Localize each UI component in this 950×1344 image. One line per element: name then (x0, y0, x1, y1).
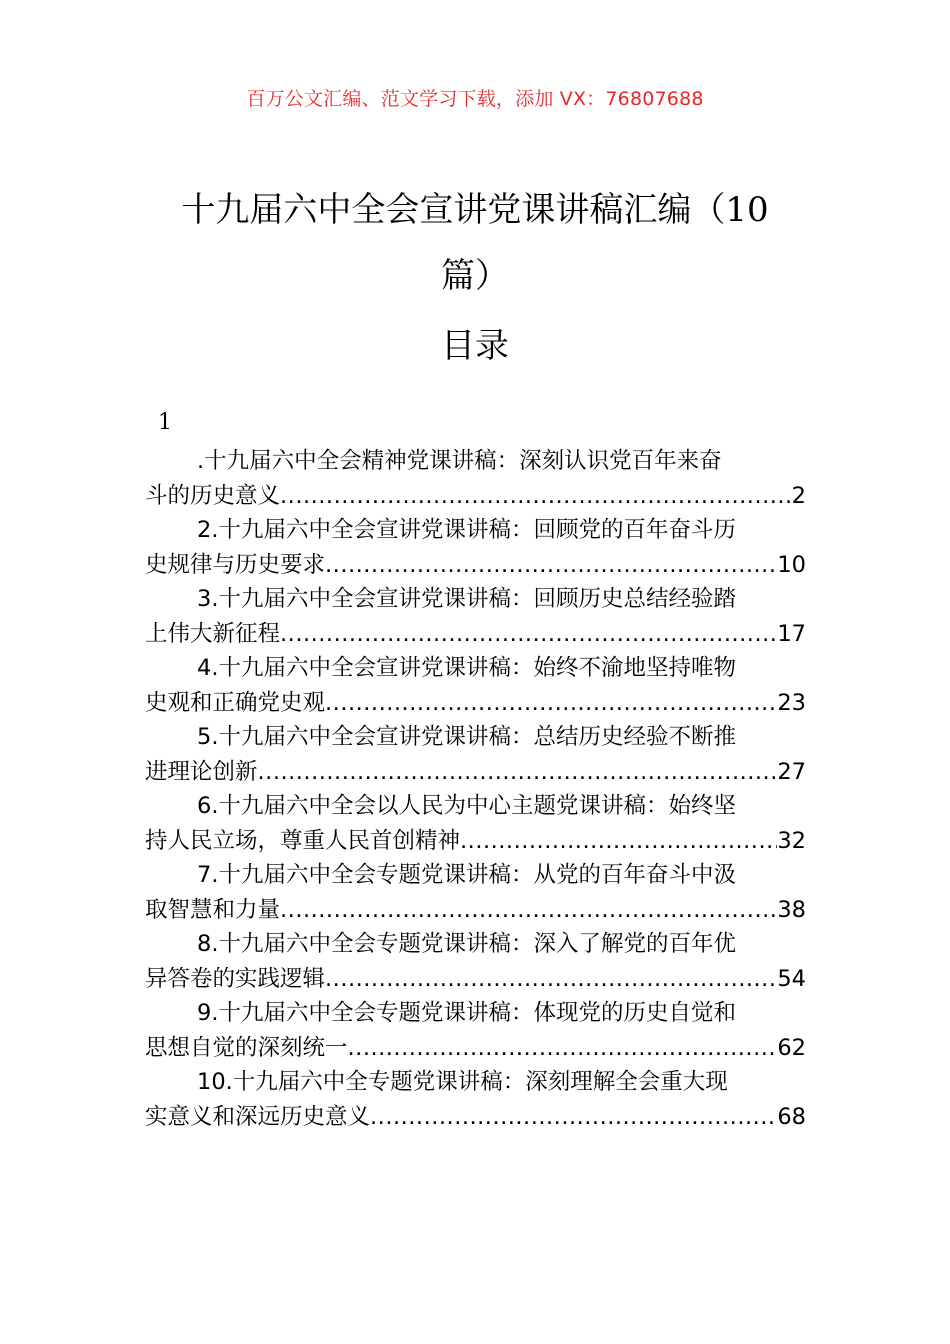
toc-entry-title: 5.十九届六中全会宣讲党课讲稿：总结历史经验不断推 (197, 724, 736, 750)
toc-entry-title-cont: 史规律与历史要求 (145, 551, 326, 578)
toc-entry-title-cont: 实意义和深远历史意义 (145, 1103, 371, 1130)
toc-entry-title: 2.十九届六中全会宣讲党课讲稿：回顾党的百年奋斗历 (197, 517, 736, 543)
toc-page-number: 54 (777, 965, 806, 992)
toc-page-number: 17 (777, 620, 806, 647)
document-title-text: 十九届六中全会宣讲党课讲稿汇编（ (181, 190, 726, 230)
toc-entry-title: 7.十九届六中全会专题党课讲稿：从党的百年奋斗中汲 (197, 862, 736, 888)
toc-entry-title-cont: 进理论创新 (145, 758, 258, 785)
document-title-count: 10 (725, 190, 769, 230)
toc-entry-title-cont: 思想自觉的深刻统一 (145, 1034, 348, 1061)
toc-entry-1[interactable] (145, 444, 806, 513)
toc-entry-10[interactable] (145, 1065, 806, 1134)
dot-leader (325, 962, 777, 997)
header-promo-note: 百万公文汇编、范文学习下载，添加 VX：76807688 (246, 88, 704, 110)
toc-page-number: 68 (777, 1103, 806, 1130)
toc-entry-title: 9.十九届六中全会专题党课讲稿：体现党的历史自觉和 (197, 1000, 736, 1026)
dot-leader (460, 824, 777, 859)
toc-first-number: 1 (158, 410, 172, 435)
toc-entry-title: 6.十九届六中全会以人民为中心主题党课讲稿：始终坚 (197, 793, 736, 819)
toc-entry-7[interactable] (145, 858, 806, 927)
dot-leader (280, 893, 777, 928)
toc-page-number: 23 (777, 689, 806, 716)
toc-entry-6[interactable] (145, 789, 806, 858)
toc-entry-title-cont: 持人民立场，尊重人民首创精神 (145, 827, 461, 854)
toc-page-number: 38 (777, 896, 806, 923)
dot-leader (280, 479, 792, 514)
document-title-line2: 篇） (441, 256, 509, 296)
toc-page-number: 62 (777, 1034, 806, 1061)
toc-entry-5[interactable] (145, 720, 806, 789)
dot-leader (258, 755, 778, 790)
toc-entry-8[interactable] (145, 927, 806, 996)
toc-entry-title: 10.十九届六中全专题党课讲稿：深刻理解全会重大现 (197, 1069, 728, 1095)
toc-page-number: 2 (791, 482, 806, 509)
toc-entry-title-cont: 异答卷的实践逻辑 (145, 965, 326, 992)
toc-entry-title-cont: 史观和正确党史观 (145, 689, 326, 716)
toc-page-number: 27 (777, 758, 806, 785)
toc-entry-title-cont: 取智慧和力量 (145, 896, 281, 923)
toc-entry-title: 3.十九届六中全会宣讲党课讲稿：回顾历史总结经验踏 (197, 586, 736, 612)
toc-entry-3[interactable] (145, 582, 806, 651)
table-of-contents (145, 444, 806, 1134)
toc-heading: 目录 (441, 326, 509, 366)
dot-leader (325, 548, 777, 583)
toc-entry-4[interactable] (145, 651, 806, 720)
toc-entry-2[interactable] (145, 513, 806, 582)
dot-leader (348, 1031, 778, 1066)
dot-leader (370, 1100, 777, 1135)
document-title-line1 (0, 182, 950, 231)
toc-entry-title-cont: 斗的历史意义 (145, 482, 281, 509)
toc-entry-title: .十九届六中全会精神党课讲稿：深刻认识党百年来奋 (197, 448, 722, 474)
toc-entry-title: 4.十九届六中全会宣讲党课讲稿：始终不渝地坚持唯物 (197, 655, 736, 681)
toc-entry-title-cont: 上伟大新征程 (145, 620, 281, 647)
toc-page-number: 32 (777, 827, 806, 854)
toc-entry-title: 8.十九届六中全会专题党课讲稿：深入了解党的百年优 (197, 931, 736, 957)
toc-entry-9[interactable] (145, 996, 806, 1065)
dot-leader (325, 686, 777, 721)
toc-page-number: 10 (777, 551, 806, 578)
dot-leader (280, 617, 777, 652)
